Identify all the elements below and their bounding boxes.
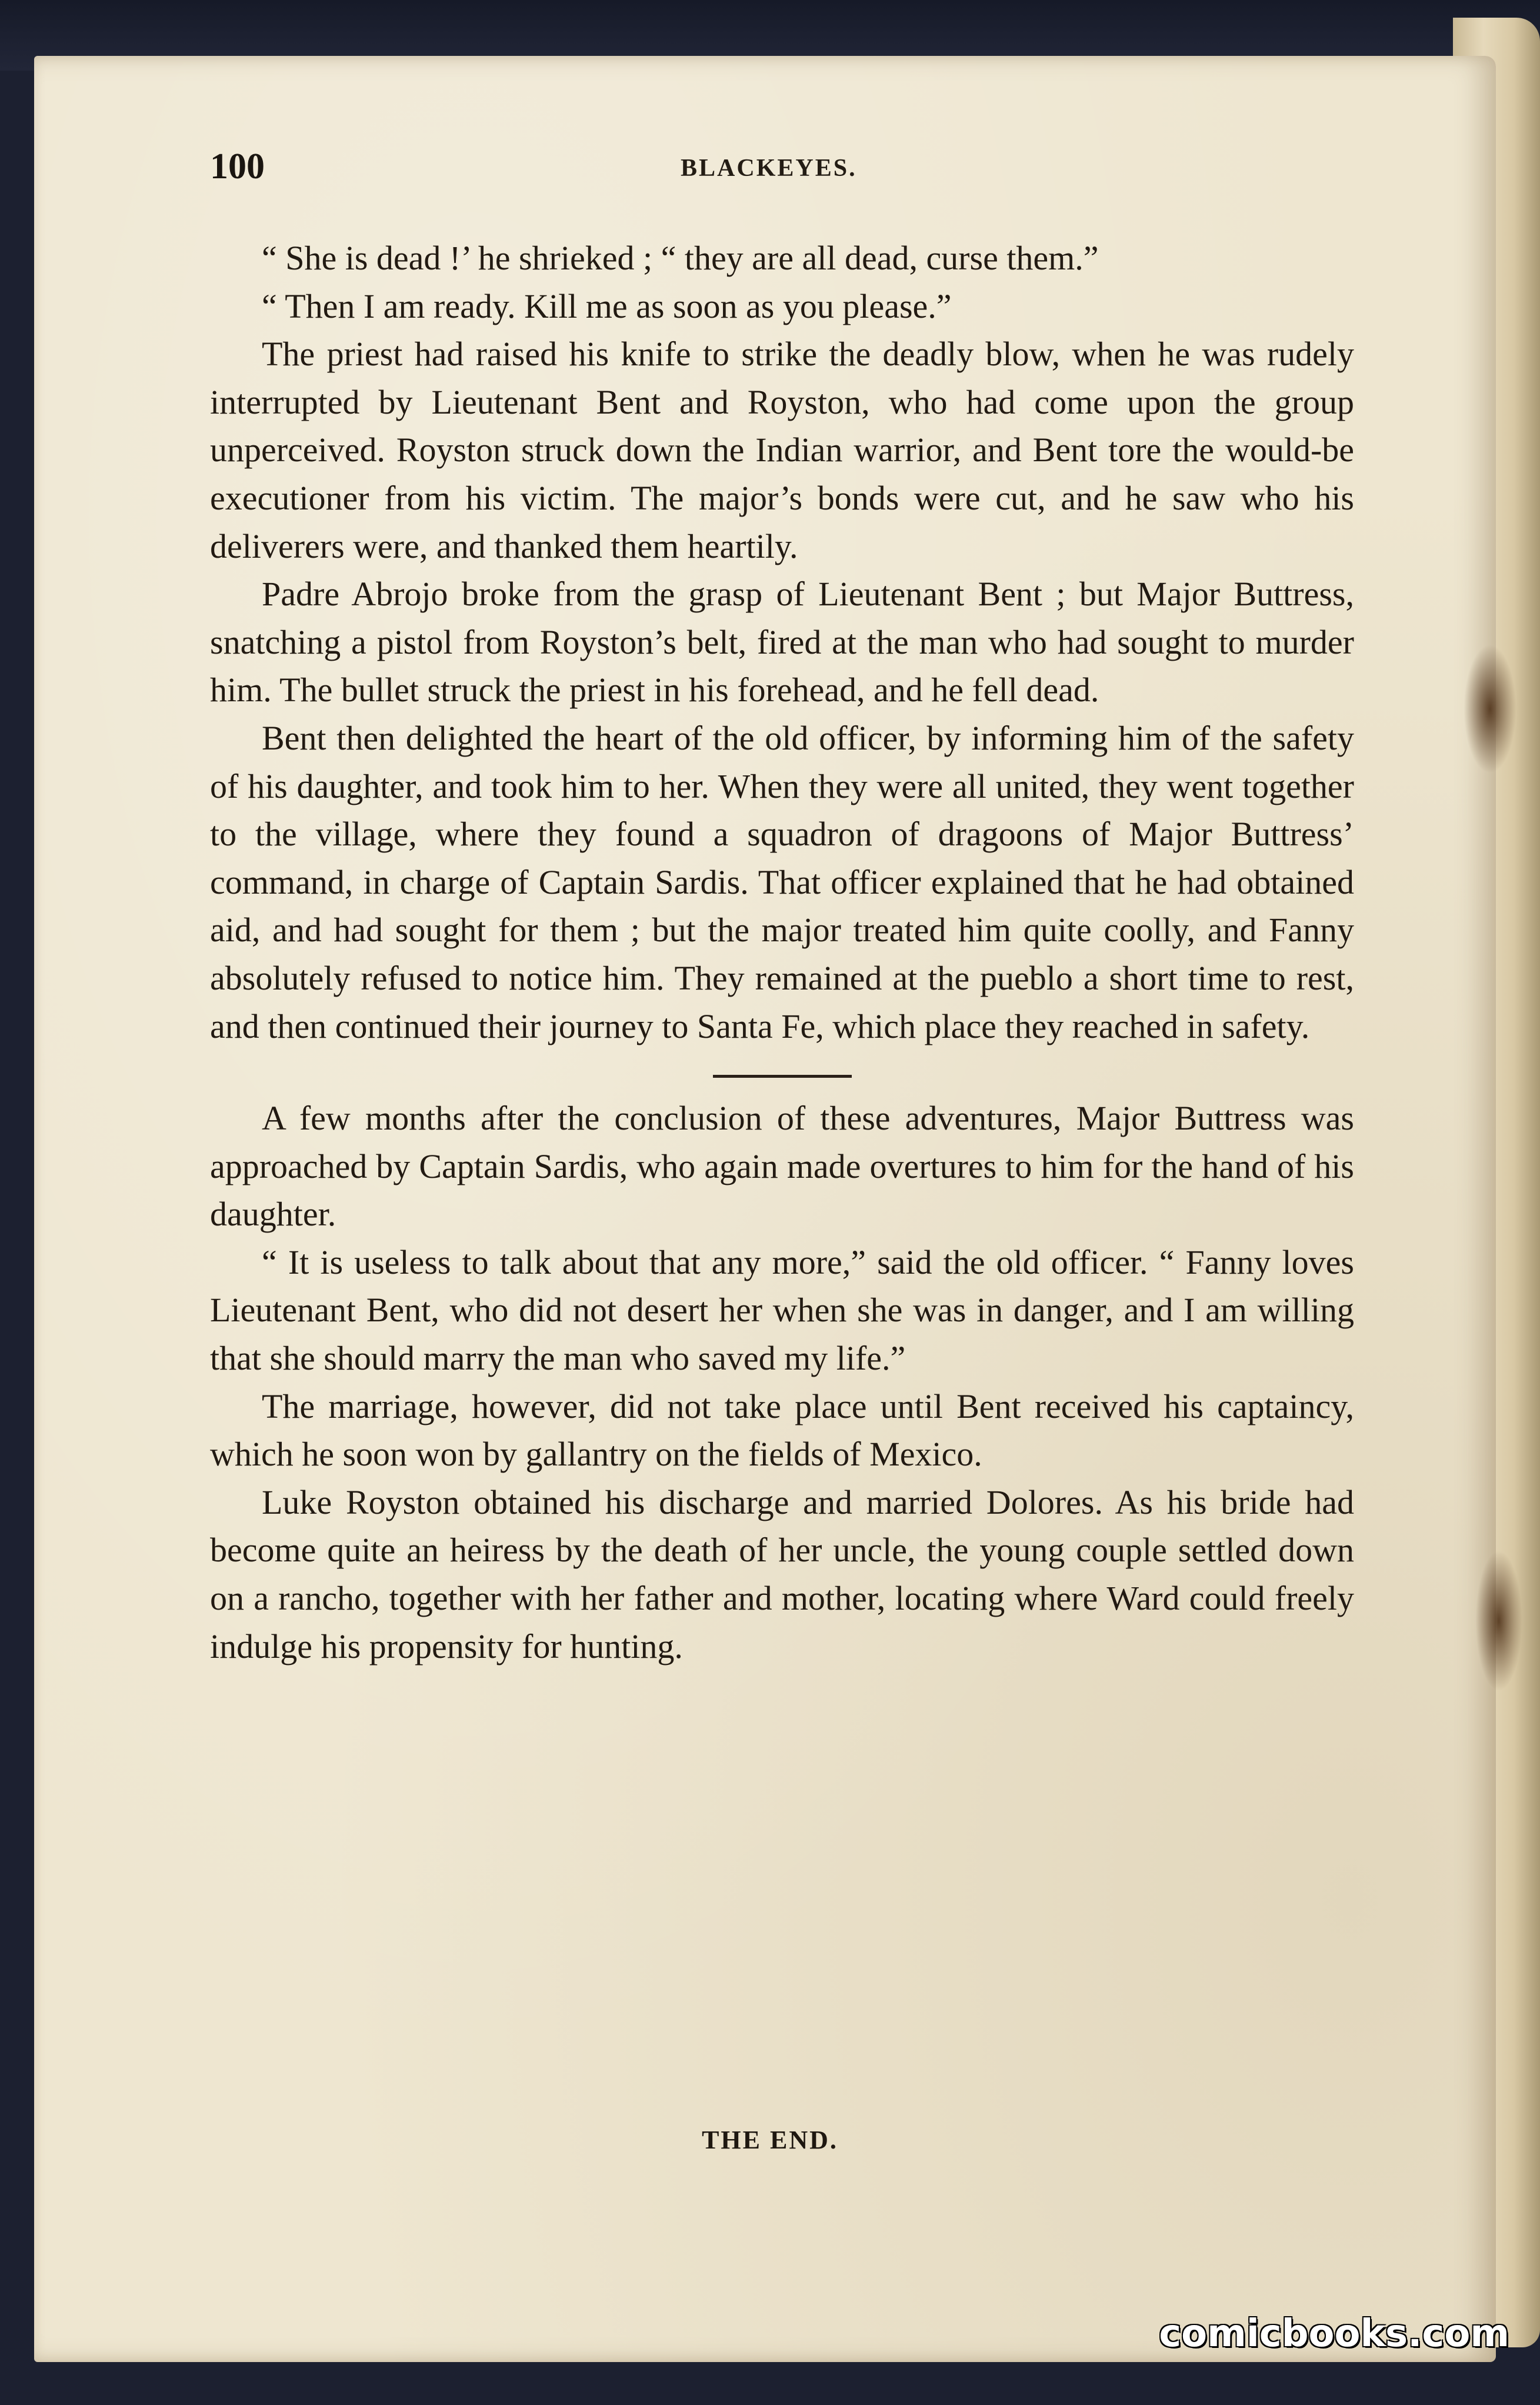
body-text: [210, 234, 1354, 1670]
paragraph: “ Then I am ready. Kill me as soon as you please.”: [262, 287, 952, 325]
paragraph: The marriage, however, did not take place until Bent received his captaincy, which he soon won by gallantry on the fields of Mexico.: [210, 1387, 1354, 1474]
stain-mark: [1464, 644, 1516, 774]
paragraph: Bent then delighted the heart of the old officer, by informing him of the safety of his daughter, and took him to her. When they were all united, they went together to the village, where they found a squadron of dragoons of Major Buttress’ command, in charge of Captain Sardis. That officer explained that he had obtained aid, and had sought for them ; but the major treated him quite coolly, and Fanny absolutely refused to notice him. They remained at the pueblo a short time to rest, and then continued their journey to Santa Fe, which place they reached in safety.: [210, 718, 1354, 1045]
section-divider: [713, 1075, 852, 1078]
stain-mark: [1475, 1550, 1522, 1691]
paragraph: Luke Royston obtained his discharge and married Dolores. As his bride had become quite an heiress by the death of her uncle, the young couple settled down on a rancho, together with her father and mother, locating where Ward could freely indulge his propensity for hunting.: [210, 1483, 1354, 1665]
running-head: BLACKEYES.: [681, 155, 857, 182]
page-number: 100: [210, 146, 265, 186]
page-header: [210, 146, 1357, 193]
paragraph: A few months after the conclusion of these adventures, Major Buttress was approached by Captain Sardis, who again made overtures to him for the hand of his daughter.: [210, 1099, 1354, 1234]
paragraph: “ She is dead !’ he shrieked ; “ they are all dead, curse them.”: [262, 239, 1099, 277]
paragraph: “ It is useless to talk about that any more,” said the old officer. “ Fanny loves Lieutenant Bent, who did not desert her when she was in danger, and I am willing that she should marry the man who saved my life.”: [210, 1243, 1354, 1378]
paragraph: The priest had raised his knife to strike the deadly blow, when he was rudely interrupted by Lieutenant Bent and Royston, who had come upon the group unperceived. Royston struck down the Indian warrior, and Bent tore the would-be executioner from his victim. The major’s bonds were cut, and he saw who his deliverers were, and thanked them heartily.: [210, 335, 1354, 565]
the-end-label: THE END.: [702, 2126, 838, 2154]
paragraph: Padre Abrojo broke from the grasp of Lieutenant Bent ; but Major Buttress, snatching a pistol from Royston’s belt, fired at the man who had sought to murder him. The bullet struck the priest in his forehead, and he fell dead.: [210, 575, 1354, 709]
watermark-logo: comicbooks.com: [1159, 2312, 1509, 2356]
